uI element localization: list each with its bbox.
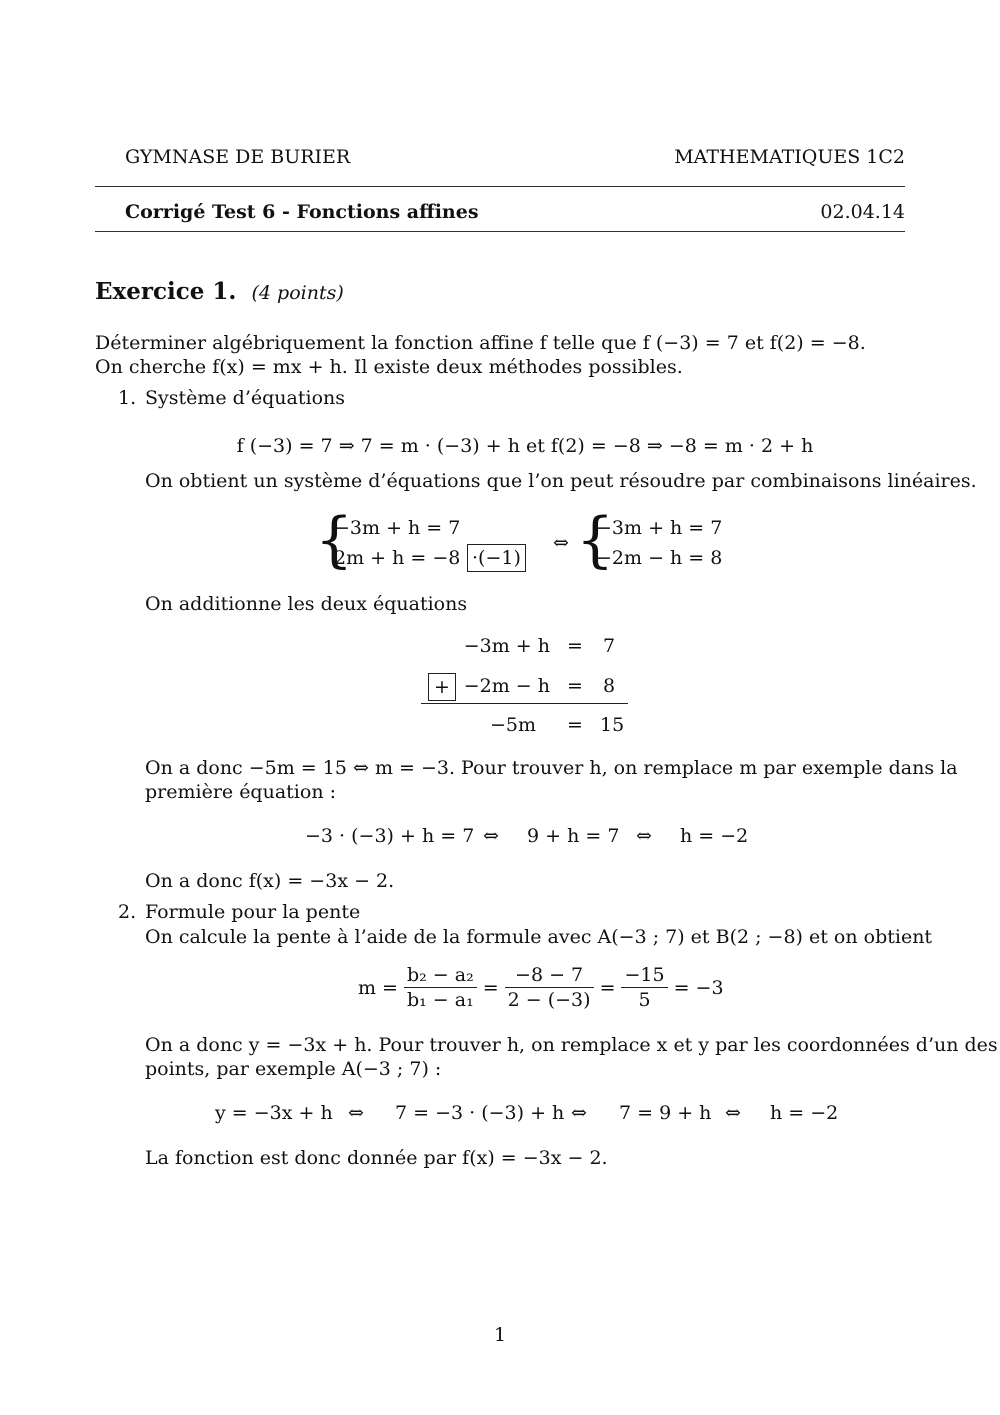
method1-number: 1.: [118, 387, 137, 409]
addition-row3-rhs: 15: [600, 714, 625, 736]
exercise-statement: Déterminer algébriquement la fonction affine f telle que f (−3) = 7 et f(2) = −8.: [95, 332, 866, 354]
slope-fraction-simplified-den: 5: [638, 989, 651, 1011]
slope-fraction-values-num: −8 − 7: [505, 963, 594, 988]
system-right-eq1: −3m + h = 7: [596, 517, 723, 539]
method2-intro: On calcule la pente à l’aide de la formule avec A(−3 ; 7) et B(2 ; −8) et on obtient: [145, 926, 933, 948]
exercise-points: (4 points): [251, 282, 344, 304]
slope-equals-2: =: [599, 976, 616, 999]
method1-conclusion-line2: première équation :: [145, 781, 336, 803]
method2-result: La fonction est donc donnée par f(x) = −3x − 2.: [145, 1147, 608, 1169]
document-title: Corrigé Test 6 - Fonctions affines: [125, 201, 479, 223]
slope-formula: [358, 963, 724, 1012]
method1-conclusion-line1: On a donc −5m = 15 ⇔ m = −3. Pour trouver h, on remplace m par exemple dans la: [145, 757, 958, 779]
method2-equiv-2: ⇔: [571, 1102, 587, 1124]
exercise-approach: On cherche f(x) = mx + h. Il existe deux méthodes possibles.: [95, 356, 683, 378]
method2-solve-step1: y = −3x + h: [215, 1102, 333, 1124]
addition-row3-lhs: −5m: [490, 714, 537, 736]
slope-fraction-general: [404, 963, 477, 1012]
slope-result: = −3: [673, 976, 724, 999]
method1-main-equation: f (−3) = 7 ⇒ 7 = m · (−3) + h et f(2) = −8 ⇒ −8 = m · 2 + h: [236, 435, 814, 457]
page-number: 1: [493, 1324, 507, 1346]
method2-solve-step3: 7 = 9 + h: [619, 1102, 712, 1124]
method2-number: 2.: [118, 901, 137, 923]
school-name: GYMNASE DE BURIER: [125, 146, 351, 168]
document-date: 02.04.14: [820, 201, 905, 223]
method1-equiv-1: ⇔: [483, 825, 499, 847]
method1-solve-step2: 9 + h = 7: [527, 825, 620, 847]
method1-solve-step1: −3 · (−3) + h = 7: [305, 825, 475, 847]
addition-row2-eq: =: [567, 675, 583, 697]
method2-equiv-3: ⇔: [725, 1102, 741, 1124]
addition-intro: On additionne les deux équations: [145, 593, 468, 615]
addition-sum-line: [421, 703, 628, 704]
system-right-eq2: −2m − h = 8: [596, 547, 723, 569]
addition-row1-eq: =: [567, 635, 583, 657]
system-left-eq1: −3m + h = 7: [334, 517, 461, 539]
method2-solve-step4: h = −2: [770, 1102, 839, 1124]
addition-row1-rhs: 7: [603, 635, 616, 657]
header-rule-bottom: [95, 231, 905, 232]
slope-equals-1: =: [482, 976, 499, 999]
method1-equiv-2: ⇔: [636, 825, 652, 847]
header-rule-top: [95, 186, 905, 187]
exercise-heading: [95, 278, 344, 305]
equivalence-symbol: ⇔: [553, 532, 569, 554]
method1-solve-step3: h = −2: [680, 825, 749, 847]
method2-equiv-1: ⇔: [348, 1102, 364, 1124]
addition-row1-lhs: −3m + h: [463, 635, 550, 657]
addition-row3-eq: =: [567, 714, 583, 736]
exercise-title: Exercice 1.: [95, 278, 237, 305]
method2-solve-step2: 7 = −3 · (−3) + h: [395, 1102, 565, 1124]
slope-fraction-values-den: 2 − (−3): [507, 989, 591, 1011]
right-brace: {: [576, 505, 615, 575]
slope-fraction-simplified-num: −15: [621, 963, 667, 988]
multiplier-box: ·(−1): [467, 544, 526, 572]
slope-fraction-values: [505, 963, 594, 1012]
slope-lhs: m =: [358, 976, 398, 999]
addition-row2-rhs: 8: [603, 675, 616, 697]
system-left-eq2: 2m + h = −8: [334, 547, 461, 569]
slope-fraction-simplified: [621, 963, 667, 1012]
addition-row2-lhs: −2m − h: [463, 675, 550, 697]
method1-title: Système d’équations: [145, 387, 345, 409]
slope-fraction-general-num: b₂ − a₂: [404, 963, 477, 988]
addition-plus-box: +: [428, 673, 456, 701]
method2-text-line2: points, par exemple A(−3 ; 7) :: [145, 1058, 442, 1080]
method1-explanation: On obtient un système d’équations que l’on peut résoudre par combinaisons linéaires.: [145, 470, 977, 492]
slope-fraction-general-den: b₁ − a₁: [406, 989, 474, 1011]
course-name: MATHEMATIQUES 1C2: [674, 146, 905, 168]
method2-title: Formule pour la pente: [145, 901, 361, 923]
left-brace: {: [315, 505, 354, 575]
method1-result: On a donc f(x) = −3x − 2.: [145, 870, 395, 892]
method2-text-line1: On a donc y = −3x + h. Pour trouver h, on remplace x et y par les coordonnées d’un des: [145, 1034, 998, 1056]
